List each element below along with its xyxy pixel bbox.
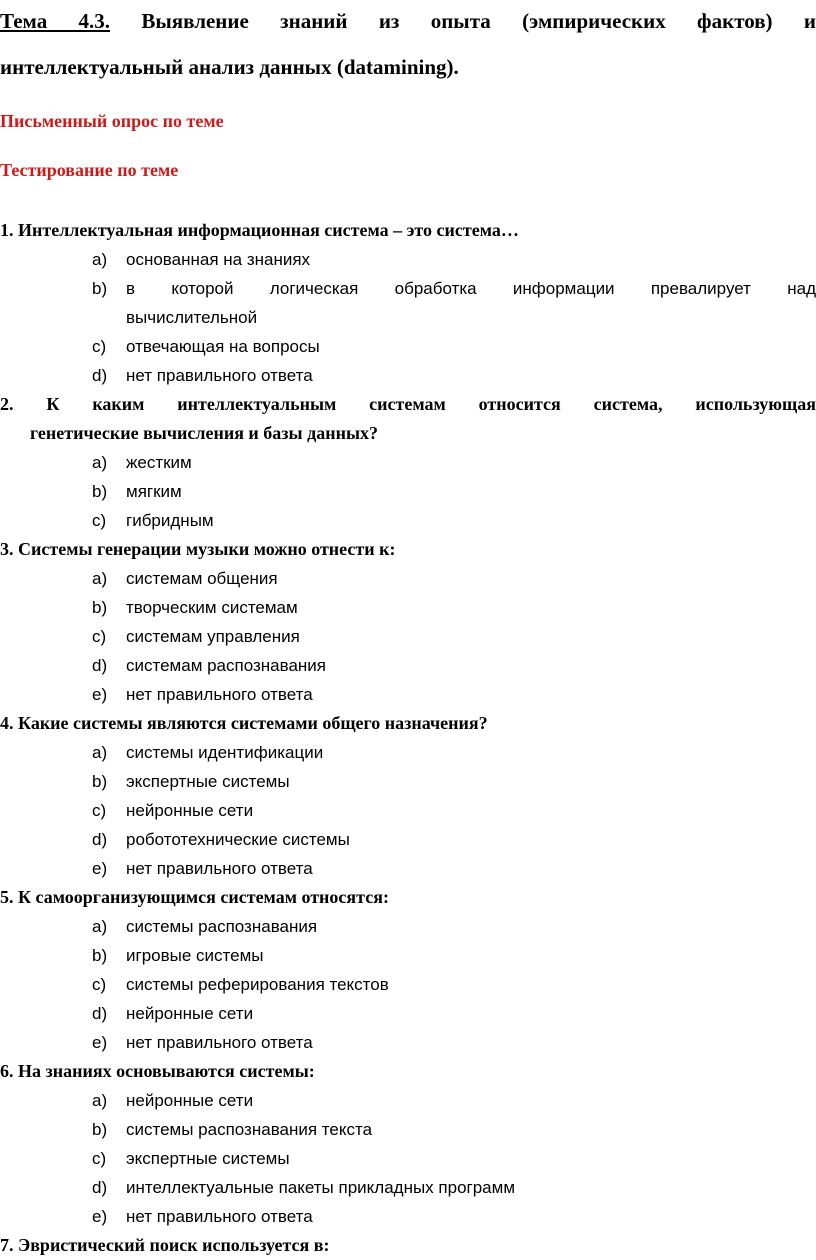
option-letter: c) [92, 975, 107, 994]
question-4-options [0, 738, 816, 883]
option-4e[interactable] [0, 854, 816, 883]
option-letter: b) [92, 598, 108, 617]
option-text: системы реферирования текстов [126, 975, 389, 994]
option-text: нет правильного ответа [126, 859, 313, 878]
question-3: 3. Системы генерации музыки можно отнести к: [0, 539, 396, 559]
option-text: гибридным [126, 511, 214, 530]
option-text: системам управления [126, 627, 300, 646]
option-2b[interactable] [0, 477, 816, 506]
option-text: нет правильного ответа [126, 1033, 313, 1052]
option-text: экспертные системы [126, 1149, 290, 1168]
option-letter: d) [92, 830, 108, 849]
option-letter: b) [92, 482, 108, 501]
option-1c[interactable] [0, 332, 816, 361]
option-text: экспертные системы [126, 772, 290, 791]
question-2-line-1: 2. К каким интеллектуальным системам относится система, использующая [0, 394, 816, 414]
option-text: робототехнические системы [126, 830, 350, 849]
option-letter: a) [92, 1091, 108, 1110]
option-letter: a) [92, 453, 108, 472]
option-letter: a) [92, 250, 108, 269]
question-3-options [0, 564, 816, 709]
option-6d[interactable] [0, 1173, 816, 1202]
option-6b[interactable] [0, 1115, 816, 1144]
option-letter: b) [92, 772, 108, 791]
option-letter: e) [92, 685, 108, 704]
question-4: 4. Какие системы являются системами общего назначения? [0, 713, 488, 733]
option-letter: c) [92, 511, 107, 530]
option-5a[interactable] [0, 912, 816, 941]
option-letter: e) [92, 859, 108, 878]
option-text: системы идентификации [126, 743, 324, 762]
option-1a[interactable] [0, 245, 816, 274]
written-survey-link[interactable]: Письменный опрос по теме [0, 111, 224, 131]
option-text: системам распознавания [126, 656, 326, 675]
question-1-options [0, 245, 816, 390]
option-text-line-1: в которой логическая обработка информации превалирует над [126, 279, 816, 298]
option-5d[interactable] [0, 999, 816, 1028]
option-text: нет правильного ответа [126, 685, 313, 704]
title-line-1 [0, 0, 816, 44]
title-line-1-rest: Выявление знаний из опыта (эмпирических фактов) и [110, 9, 816, 33]
option-text: творческим системам [126, 598, 298, 617]
option-2c[interactable] [0, 506, 816, 535]
option-letter: e) [92, 1207, 108, 1226]
option-2a[interactable] [0, 448, 816, 477]
option-letter: a) [92, 743, 108, 762]
option-text: игровые системы [126, 946, 264, 965]
option-letter: c) [92, 801, 107, 820]
question-1: 1. Интеллектуальная информационная система – это система… [0, 220, 519, 240]
option-text: нет правильного ответа [126, 1207, 313, 1226]
option-letter: c) [92, 627, 107, 646]
option-4a[interactable] [0, 738, 816, 767]
option-text: системы распознавания [126, 917, 318, 936]
option-1b[interactable] [0, 274, 816, 332]
option-letter: d) [92, 1004, 108, 1023]
option-text: нейронные сети [126, 1091, 254, 1110]
option-letter: e) [92, 1033, 108, 1052]
option-letter: b) [92, 1120, 108, 1139]
option-5b[interactable] [0, 941, 816, 970]
page-title [0, 0, 816, 90]
option-3b[interactable] [0, 593, 816, 622]
option-6a[interactable] [0, 1086, 816, 1115]
option-letter: b) [92, 946, 108, 965]
option-text: мягким [126, 482, 182, 501]
option-letter: a) [92, 917, 108, 936]
question-6: 6. На знаниях основываются системы: [0, 1061, 315, 1081]
option-4d[interactable] [0, 825, 816, 854]
option-text: системам общения [126, 569, 278, 588]
option-letter: d) [92, 1178, 108, 1197]
option-text: системы распознавания текста [126, 1120, 373, 1139]
option-text: нет правильного ответа [126, 366, 313, 385]
option-4c[interactable] [0, 796, 816, 825]
question-2-options [0, 448, 816, 535]
option-3d[interactable] [0, 651, 816, 680]
question-2-line-2: генетические вычисления и базы данных? [30, 423, 378, 443]
option-text: нейронные сети [126, 801, 254, 820]
option-4b[interactable] [0, 767, 816, 796]
option-6c[interactable] [0, 1144, 816, 1173]
option-text: основанная на знаниях [126, 250, 311, 269]
title-line-2: интеллектуальный анализ данных (datamining). [0, 55, 459, 79]
option-6e[interactable] [0, 1202, 816, 1231]
option-3c[interactable] [0, 622, 816, 651]
option-letter: c) [92, 337, 107, 356]
question-5: 5. К самоорганизующимся системам относятся: [0, 887, 389, 907]
option-letter: c) [92, 1149, 107, 1168]
option-1d[interactable] [0, 361, 816, 390]
option-text: жестким [126, 453, 192, 472]
option-3e[interactable] [0, 680, 816, 709]
question-5-options [0, 912, 816, 1057]
testing-link[interactable]: Тестирование по теме [0, 160, 179, 180]
option-letter: b) [92, 279, 108, 298]
option-text: интеллектуальные пакеты прикладных программ [126, 1178, 516, 1197]
option-text: отвечающая на вопросы [126, 337, 320, 356]
option-letter: d) [92, 656, 108, 675]
option-text-line-2: вычислительной [126, 308, 258, 327]
question-7: 7. Эвристический поиск используется в: [0, 1235, 330, 1255]
option-5e[interactable] [0, 1028, 816, 1057]
option-text: нейронные сети [126, 1004, 254, 1023]
question-6-options [0, 1086, 816, 1231]
option-letter: a) [92, 569, 108, 588]
title-prefix: Тема 4.3. [0, 9, 111, 33]
option-3a[interactable] [0, 564, 816, 593]
questions-list [0, 216, 816, 1260]
option-letter: d) [92, 366, 108, 385]
option-5c[interactable] [0, 970, 816, 999]
